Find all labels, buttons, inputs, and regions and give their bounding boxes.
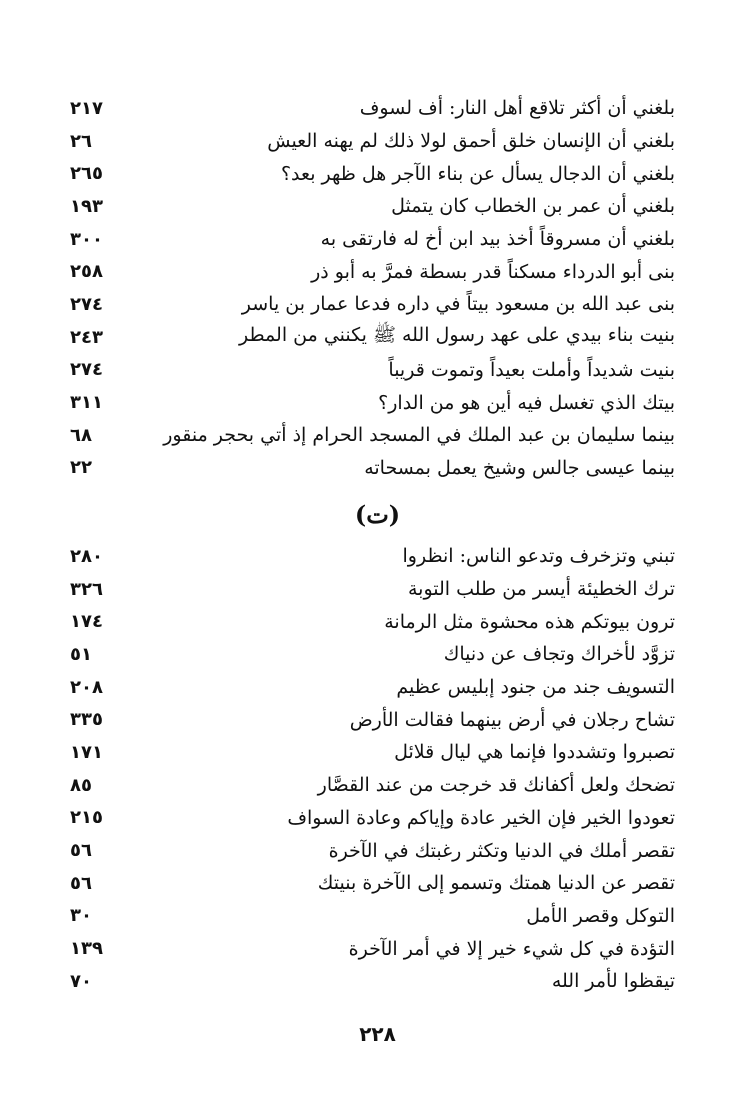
index-list-ba [70, 92, 675, 484]
entry-page-number: ٢٦ [70, 130, 92, 152]
index-entry [70, 802, 675, 835]
index-entry [70, 900, 675, 933]
entry-text: التسويف جند من جنود إبليس عظيم [396, 676, 675, 699]
entry-page-number: ٢٨٠ [70, 545, 103, 567]
entry-text: بنى أبو الدرداء مسكناً قدر بسطة فمرَّ به أبو ذر [311, 260, 675, 283]
entry-text: تقصر عن الدنيا همتك وتسمو إلى الآخرة بنيتك [317, 872, 675, 895]
entry-text: التوكل وقصر الأمل [526, 904, 675, 927]
index-entry [70, 386, 675, 419]
entry-page-number: ٢٧٤ [70, 293, 103, 315]
entry-text: بلغني أن أكثر تلاقع أهل النار: أف لسوف [359, 97, 675, 120]
entry-page-number: ١٧١ [70, 741, 103, 763]
entry-page-number: ٥٦ [70, 840, 92, 862]
entry-page-number: ٢٠٨ [70, 676, 103, 698]
entry-page-number: ٣٠ [70, 905, 92, 927]
index-entry [70, 736, 675, 769]
index-entry [70, 452, 675, 485]
index-entry [70, 638, 675, 671]
entry-text: بلغني أن مسروقاً أخذ بيد ابن أخ له فارتقى به [320, 228, 675, 251]
index-entry [70, 321, 675, 354]
entry-text: تضحك ولعل أكفانك قد خرجت من عند القصَّار [317, 774, 675, 797]
entry-page-number: ٧٠ [70, 970, 92, 992]
entry-text: بينما سليمان بن عبد الملك في المسجد الحرام إذ أتي بحجر منقور [163, 424, 675, 447]
index-entry [70, 190, 675, 223]
index-entry [70, 834, 675, 867]
entry-page-number: ٢٤٣ [70, 326, 103, 348]
entry-text: بلغني أن الدجال يسأل عن بناء الآجر هل ظهر بعد؟ [280, 162, 675, 185]
index-entry [70, 932, 675, 965]
index-entry [70, 769, 675, 802]
entry-page-number: ٢٦٥ [70, 163, 103, 185]
index-entry [70, 288, 675, 321]
entry-page-number: ٦٨ [70, 424, 92, 446]
entry-text: تشاح رجلان في أرض بينهما فقالت الأرض [349, 708, 675, 731]
index-entry [70, 354, 675, 387]
index-entry [70, 605, 675, 638]
entry-page-number: ٥١ [70, 643, 92, 665]
entry-text: بينما عيسى جالس وشيخ يعمل بمسحاته [364, 456, 675, 479]
entry-page-number: ٢٧٤ [70, 359, 103, 381]
entry-page-number: ٣١١ [70, 392, 103, 414]
index-entry [70, 703, 675, 736]
entry-text: بلغني أن الإنسان خلق أحمق لولا ذلك لم يهنه العيش [267, 130, 675, 153]
entry-page-number: ٣٣٥ [70, 709, 103, 731]
entry-text: تزوَّد لأخراك وتجاف عن دنياك [443, 643, 675, 666]
index-list-ta [70, 540, 675, 998]
entry-text: التؤدة في كل شيء خير إلا في أمر الآخرة [348, 937, 675, 960]
index-entry [70, 573, 675, 606]
page-number: ٢٢٨ [359, 1022, 396, 1046]
index-entry [70, 965, 675, 998]
entry-page-number: ١٣٩ [70, 938, 103, 960]
entry-page-number: ٢١٧ [70, 97, 103, 119]
entry-text: تبني وتزخرف وتدعو الناس: انظروا [402, 545, 675, 568]
entry-page-number: ١٩٣ [70, 195, 103, 217]
entry-text: بنى عبد الله بن مسعود بيتاً في داره فدعا عمار بن ياسر [241, 293, 675, 316]
entry-text: ترون بيوتكم هذه محشوة مثل الرمانة [384, 610, 675, 633]
entry-page-number: ٨٥ [70, 774, 92, 796]
entry-text: تعودوا الخير فإن الخير عادة وإياكم وعادة السواف [287, 806, 675, 829]
index-entry [70, 540, 675, 573]
entry-text: تقصر أملك في الدنيا وتكثر رغبتك في الآخرة [328, 839, 675, 862]
index-entry [70, 419, 675, 452]
entry-text: ترك الخطيئة أيسر من طلب التوبة [407, 578, 675, 601]
entry-text: بنيت شديداً وأملت بعيداً وتموت قريباً [388, 358, 675, 381]
entry-page-number: ٣٠٠ [70, 228, 103, 250]
index-entry [70, 157, 675, 190]
index-entry [70, 92, 675, 125]
entry-page-number: ٢٢ [70, 457, 92, 479]
entry-text: بلغني أن عمر بن الخطاب كان يتمثل [391, 195, 675, 218]
entry-text: بيتك الذي تغسل فيه أين هو من الدار؟ [378, 391, 675, 414]
entry-page-number: ١٧٤ [70, 611, 103, 633]
section-heading-ta: (ت) [354, 500, 401, 529]
index-entry [70, 125, 675, 158]
entry-page-number: ٢٥٨ [70, 261, 103, 283]
index-entry [70, 671, 675, 704]
entry-page-number: ٢١٥ [70, 807, 103, 829]
index-entry [70, 867, 675, 900]
index-entry [70, 223, 675, 256]
entry-page-number: ٣٢٦ [70, 578, 103, 600]
entry-text: بنيت بناء بيدي على عهد رسول الله ﷺ يكنني من المطر [238, 324, 675, 347]
entry-text: تيقظوا لأمر الله [551, 970, 675, 993]
entry-text: تصبروا وتشددوا فإنما هي ليال قلائل [394, 741, 675, 764]
index-entry [70, 255, 675, 288]
entry-page-number: ٥٦ [70, 872, 92, 894]
